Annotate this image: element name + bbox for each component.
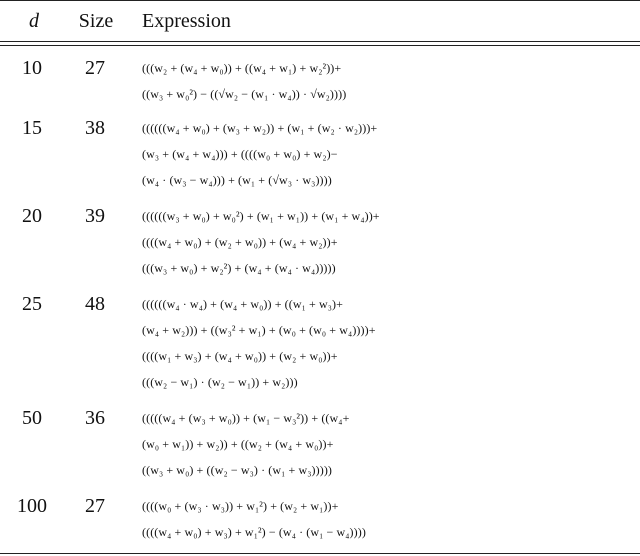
cell-expression (142, 493, 638, 545)
cell-d: 10 (22, 57, 42, 79)
cell-size: 36 (85, 407, 105, 429)
cell-size: 27 (85, 57, 105, 79)
expression-line: ((((w₄ + w₀) + w₃) + w₁²) − (w₄ · (w₁ − w₄)))) (142, 525, 366, 539)
cell-size: 38 (85, 117, 105, 139)
cell-d: 100 (17, 495, 47, 517)
cell-expression (142, 203, 638, 281)
table-bottom-rule (0, 553, 640, 554)
cell-d: 15 (22, 117, 42, 139)
expression-line: ((((((w₄ + w₀) + (w₃ + w₂)) + (w₁ + (w₂ · w₂)))+ (142, 121, 378, 135)
expression-line: ((((w₀ + (w₃ · w₃)) + w₁²) + (w₂ + w₁))+ (142, 499, 339, 513)
expression-line: ((((w₄ + w₀) + (w₂ + w₀)) + (w₄ + w₂))+ (142, 235, 338, 249)
cell-size: 27 (85, 495, 105, 517)
expression-line: (w₄ · (w₃ − w₄))) + (w₁ + (√w₃ · w₃)))) (142, 173, 332, 187)
expression-line: ((w₃ + w₀²) − ((√w₂ − (w₁ · w₄)) · √w₂)))) (142, 87, 347, 101)
header-rule-1 (0, 41, 640, 42)
table-top-rule (0, 0, 640, 1)
cell-expression (142, 55, 638, 107)
expression-line: (w₃ + (w₄ + w₄))) + ((((w₀ + w₀) + w₂)− (142, 147, 338, 161)
cell-size: 39 (85, 205, 105, 227)
header-expression: Expression (142, 10, 231, 32)
expression-line: (((w₂ − w₁) · (w₂ − w₁)) + w₂))) (142, 375, 298, 389)
expression-line: (((w₃ + w₀) + w₂²) + (w₄ + (w₄ · w₄))))) (142, 261, 336, 275)
header-rule-2 (0, 45, 640, 46)
cell-d: 25 (22, 293, 42, 315)
header-d: d (29, 10, 39, 32)
cell-d: 20 (22, 205, 42, 227)
expression-line: ((((w₁ + w₃) + (w₄ + w₀)) + (w₂ + w₀))+ (142, 349, 338, 363)
cell-expression (142, 291, 638, 395)
expression-line: ((((((w₃ + w₀) + w₀²) + (w₁ + w₁)) + (w₁ + w₄))+ (142, 209, 380, 223)
cell-expression (142, 115, 638, 193)
cell-size: 48 (85, 293, 105, 315)
expression-line: (w₄ + w₂))) + ((w₃² + w₁) + (w₀ + (w₀ + w₄))))+ (142, 323, 376, 337)
expression-line: ((w₃ + w₀) + ((w₂ − w₃) · (w₁ + w₃))))) (142, 463, 333, 477)
cell-expression (142, 405, 638, 483)
expression-line: (w₀ + w₁)) + w₂)) + ((w₂ + (w₄ + w₀))+ (142, 437, 334, 451)
expression-line: ((((((w₄ · w₄) + (w₄ + w₀)) + ((w₁ + w₃)+ (142, 297, 343, 311)
cell-d: 50 (22, 407, 42, 429)
expression-line: (((((w₄ + (w₃ + w₀)) + (w₁ − w₃²)) + ((w₄+ (142, 411, 350, 425)
header-size: Size (78, 10, 114, 32)
expression-line: (((w₂ + (w₄ + w₀)) + ((w₄ + w₁) + w₂²))+ (142, 61, 342, 75)
